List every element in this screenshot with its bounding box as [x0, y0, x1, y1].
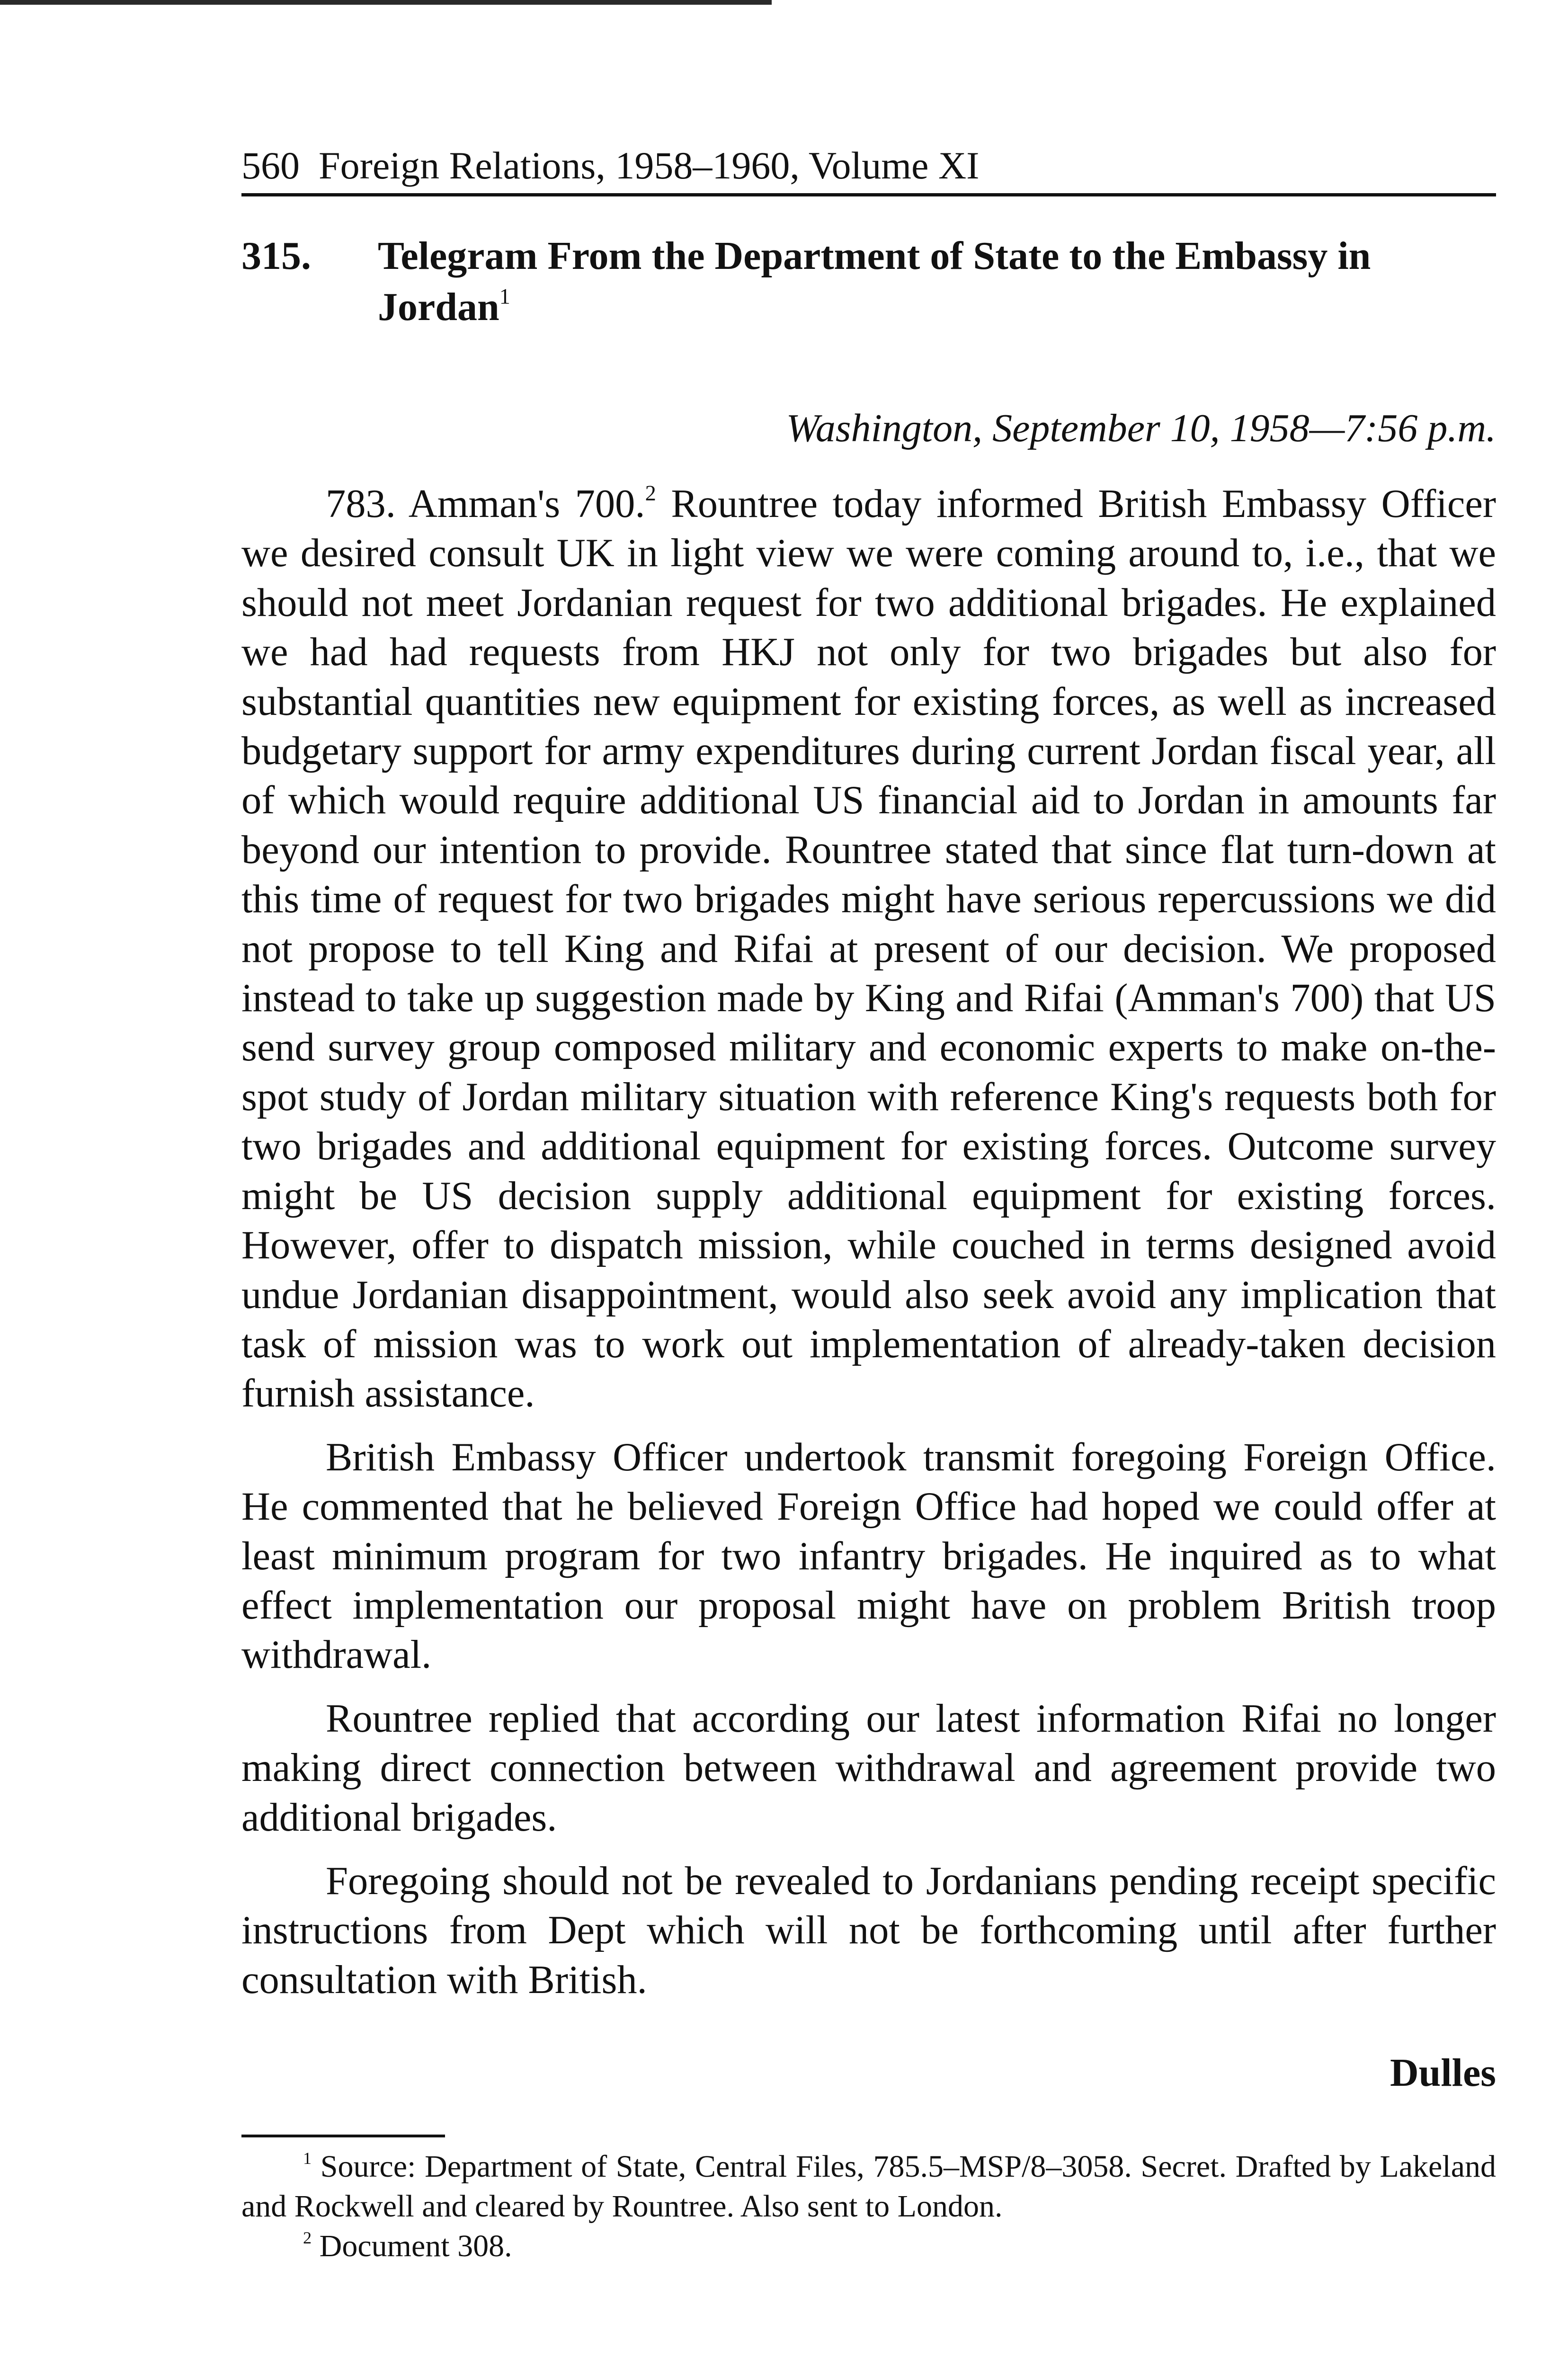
paragraph-1-opening: 783. Amman's 700. [326, 482, 645, 526]
footnote-2-marker: 2 [303, 2228, 312, 2247]
telegram-body [241, 480, 1496, 2005]
page-number: 560 [241, 144, 300, 187]
document-heading [241, 231, 1496, 333]
running-head [241, 142, 1496, 196]
dateline: Washington, September 10, 1958—7:56 p.m. [786, 406, 1496, 450]
paragraph-1-text: Rountree today informed British Embassy Officer we desired consult UK in light view we were coming around to, i.e., that we should not meet Jordanian request for two additional brigades. He explained we had had requests from HKJ not only for two brigades but also for substantial quantities new equipment for existing forces, as well as increased budgetary support for army expenditures during current Jordan fiscal year, all of which would require additional US financial aid to Jordan in amounts far beyond our intention to provide. Rountree stated that since flat turn-down at this time of request for two brigades might have serious repercussions we did not propose to tell King and Rifai at present of our decision. We proposed instead to take up suggestion made by King and Rifai (Amman's 700) that US send survey group composed military and economic experts to make on-the-spot study of Jordan military situation with reference King's requests both for two brigades and additional equipment for existing forces. Outcome survey might be US decision supply additional equipment for existing forces. However, offer to dispatch mission, while couched in terms designed avoid undue Jordanian disappointment, would also seek avoid any implication that task of mission was to work out implementation of already-taken decision furnish assistance. [241, 482, 1496, 1416]
footnote-ref-2: 2 [645, 481, 656, 506]
document-title-block [378, 231, 1496, 333]
document-page [241, 142, 1496, 2266]
footnote-1 [241, 2147, 1496, 2226]
publication-title: Foreign Relations, 1958–1960, Volume XI [319, 144, 980, 187]
body-paragraph-2: British Embassy Officer undertook transmit foregoing Foreign Office. He commented that he believed Foreign Office had hoped we could offer at least minimum program for two infantry brigades. He inquired as to what effect implementation our proposal might have on problem British troop withdrawal. [241, 1435, 1496, 1677]
footnotes [241, 2147, 1496, 2266]
body-paragraph-4: Foregoing should not be revealed to Jordanians pending receipt specific instructions from Dept which will not be forthcoming until after further consultation with British. [241, 1859, 1496, 2002]
footnote-1-marker: 1 [303, 2148, 312, 2168]
footnote-2 [241, 2226, 1496, 2266]
document-number: 315. [241, 234, 311, 278]
body-paragraph-3: Rountree replied that according our latest information Rifai no longer making direct connection between withdrawal and agreement provide two additional brigades. [241, 1696, 1496, 1840]
scan-edge-artifact [0, 0, 772, 5]
title-footnote-marker: 1 [499, 284, 510, 309]
document-title: Telegram From the Department of State to the Embassy in Jordan [378, 234, 1371, 329]
signature: Dulles [1390, 2051, 1496, 2095]
body-paragraph-1 [241, 480, 1496, 1419]
footnote-2-text: Document 308. [312, 2229, 512, 2264]
footnote-divider [241, 2135, 445, 2137]
footnote-1-text: Source: Department of State, Central Files, 785.5–MSP/8–3058. Secret. Drafted by Lakeland and Rockwell and cleared by Rountree. Also sent to London. [241, 2149, 1496, 2224]
